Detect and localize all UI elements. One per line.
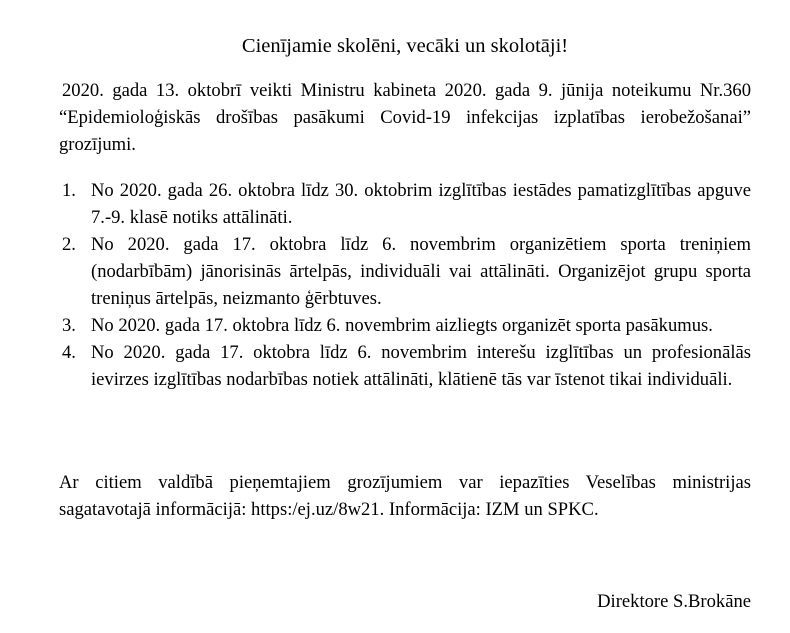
list-item xyxy=(59,177,751,231)
list-item-number: 3. xyxy=(62,315,76,336)
list-item-number: 1. xyxy=(62,180,76,201)
list-item xyxy=(59,312,751,339)
measures-list xyxy=(59,177,751,393)
list-item-text: No 2020. gada 26. oktobra līdz 30. oktobrim izglītības iestādes pamatizglītības apguve 7.-9. klasē notiks attālināti. xyxy=(91,180,751,228)
list-item-number: 2. xyxy=(62,234,76,255)
list-item xyxy=(59,339,751,393)
list-item-text: No 2020. gada 17. oktobra līdz 6. novembrim organizētiem sporta treniņiem (nodarbībām) jānorisinās ārtelpās, individuāli vai attālināti. Organizējot grupu sporta treniņus ārtelpās, neizmanto ģērbtuves. xyxy=(91,234,751,309)
list-item-number: 4. xyxy=(62,342,76,363)
list-item-text: No 2020. gada 17. oktobra līdz 6. novembrim aizliegts organizēt sporta pasākumus. xyxy=(91,315,713,336)
document-title: Cienījamie skolēni, vecāki un skolotāji! xyxy=(241,35,569,57)
intro-paragraph: 2020. gada 13. oktobrī veikti Ministru kabineta 2020. gada 9. jūnija noteikumu Nr.360 “Epidemioloģiskās drošības pasākumi Covid-19 infekcijas izplatības ierobežošanai” grozījumi. xyxy=(59,80,751,155)
signature: Direktore S.Brokāne xyxy=(597,591,751,612)
list-item xyxy=(59,231,751,312)
closing-paragraph: Ar citiem valdībā pieņemtajiem grozījumiem var iepazīties Veselības ministrijas sagatavotajā informācijā: https:/ej.uz/8w21. Informācija: IZM un SPKC. xyxy=(59,472,751,520)
list-item-text: No 2020. gada 17. oktobra līdz 6. novembrim interešu izglītības un profesionālās ievirzes izglītības nodarbības notiek attālināti, klātienē tās var īstenot tikai individuāli. xyxy=(91,342,751,390)
